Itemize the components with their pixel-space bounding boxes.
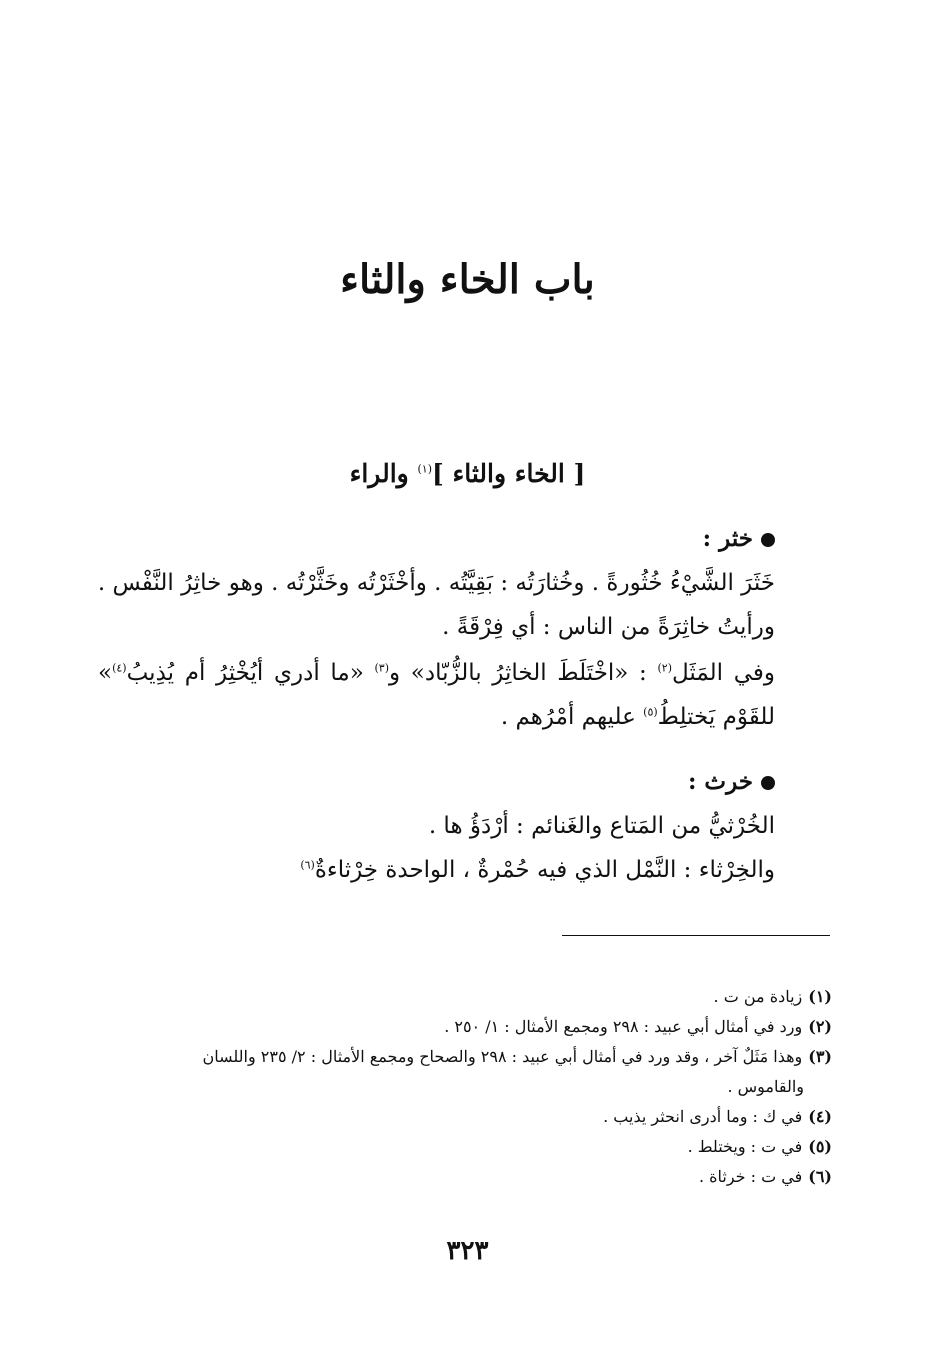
entry-proverb-paragraph <box>98 651 775 739</box>
bullet-icon <box>761 776 775 790</box>
entry-line: والخِرْثاء : النَّمْل الذي فيه حُمْرةٌ ، الواحدة خِرْثاءةٌ$^{(٦)}$ <box>300 857 775 883</box>
footnote-ref: (٣) <box>374 661 389 675</box>
footnote: (٢)ورد في أمثال أبي عبيد : ٢٩٨ ومجمع الأمثال : ١/ ٢٥٠ . <box>444 1017 832 1036</box>
footnote: (٣)وهذا مَثَلٌ آخر ، وقد ورد في أمثال أبي عبيد : ٢٩٨ والصحاح ومجمع الأمثال : ٢/ ٢٣٥ واللسان <box>202 1047 832 1066</box>
chapter-title: باب الخاء والثاء <box>340 256 595 303</box>
proverb-paragraph: وفي المَثَل$^{(٢)}$ : «اخْتَلَطَ الخاثِرُ بالزُّبّاد» و$^{(٣)}$ «ما أدري أيُخْثِرُ أم يُذِيبُ$^{(٤)}$» للقَوْم يَختلِطُ$^{(٥)}$ عليهم أمْرُهم . <box>98 660 776 730</box>
section-heading-text: [ الخاء والثاء ] <box>431 459 586 488</box>
page-number: ٣٢٣ <box>446 1236 489 1266</box>
entry-headword: خثر : <box>100 517 775 561</box>
bullet-icon <box>761 533 775 547</box>
footnote: (٦)في ت : خرثاة . <box>698 1167 832 1186</box>
section-heading <box>0 454 935 494</box>
entry-kharath <box>100 760 775 892</box>
footnote-ref: (١) <box>417 462 432 476</box>
entry-headword: خرث : <box>100 760 775 804</box>
footnote: (٤)في ك : وما أدرى انحثر يذيب . <box>603 1107 832 1126</box>
entry-line: خَثَرَ الشَّيْءُ خُثُورةً . وخُثارَتُه : بَقِيَّتُه . وأخْثَرْتُه وخَثَّرْتُه . وهو خاثِرُ النَّفْس . <box>97 570 775 596</box>
footnote-ref: (٦) <box>300 858 315 872</box>
footnote-continuation: والقاموس . <box>727 1077 804 1096</box>
footnote-separator <box>562 935 830 936</box>
entry-line: ورأيتُ خاثِرَةً من الناس : أي فِرْقَةً . <box>442 614 775 640</box>
footnotes <box>100 982 832 1192</box>
footnote-ref: (٤) <box>112 661 127 675</box>
footnote-ref: (٢) <box>657 661 672 675</box>
entry-line: الخُرْثيُّ من المَتاع والغَنائم : أرْدَؤُ ها . <box>428 813 775 839</box>
entry-khathar <box>97 517 775 649</box>
footnote: (١)زيادة من ت . <box>713 987 832 1006</box>
footnote-ref: (٥) <box>643 705 658 719</box>
section-heading-tail: والراء <box>349 459 409 488</box>
footnote: (٥)في ت : ويختلط . <box>687 1137 832 1156</box>
